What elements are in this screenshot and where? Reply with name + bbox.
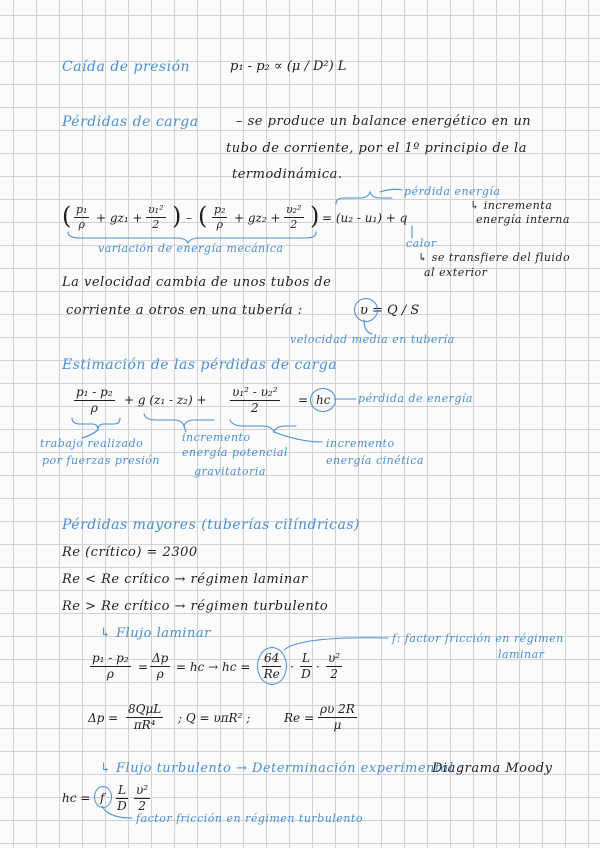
text-balance-l2: tubo de corriente, por el 1º principio de la	[226, 141, 527, 156]
link-friction-turb	[102, 806, 132, 818]
text-re-critico: Re (crítico) = 2300	[62, 545, 198, 560]
heading-perdidas-mayores: Pérdidas mayores (tuberías cilíndricas)	[62, 517, 360, 533]
label-trabajo-l2: por fuerzas presión	[42, 454, 161, 467]
paren-close-1: )	[172, 202, 182, 230]
label-incr-pot-l1: incremento	[182, 431, 251, 444]
label-variacion-energia: variación de energía mecánica	[98, 242, 284, 255]
formula-velocidad: υ = Q / S	[360, 303, 420, 318]
frac-dp: 8QμL πR⁴	[128, 702, 162, 733]
paren-open-2: (	[198, 202, 208, 230]
turb-lhs: hc =	[62, 791, 91, 805]
text-balance-l3: termodinámica.	[232, 167, 343, 182]
heading-caida-presion: Caída de presión	[62, 59, 191, 75]
label-incr-pot-l2: energía potencial	[182, 446, 288, 459]
equals-hc: =	[298, 393, 309, 407]
frac-lam-f: $\frac{64}{Re}$	[263, 651, 280, 682]
lam-dot1: ·	[290, 660, 294, 674]
frac-p2-rho: $\frac{\text{p₂}}{\rho}$	[214, 203, 226, 232]
link-pot	[184, 426, 186, 432]
note-incrementa-l2: energía interna	[476, 213, 570, 226]
brace-pot	[144, 414, 214, 426]
text-velocidad-l1: La velocidad cambia de unos tubos de	[62, 275, 332, 290]
label-diagrama-moody: Diagrama Moody	[432, 761, 553, 776]
text-re-menor: Re < Re crítico → régimen laminar	[62, 572, 308, 587]
frac-p1-rho: $\frac{\text{p₁}}{\rho}$	[76, 203, 88, 232]
turb-f: f	[100, 791, 105, 805]
label-friction-laminar-l2: laminar	[498, 648, 545, 661]
label-incr-cin-l2: energía cinética	[326, 454, 424, 467]
dp-lhs: Δp =	[88, 711, 119, 725]
term-gz1: + gz₁ +	[96, 211, 143, 225]
frac-v1: $\frac{\text{υ₁²}}{2}$	[148, 203, 164, 232]
label-incr-pot-l3: gravitatoria	[194, 465, 266, 478]
label-perdida-energia: pérdida energía	[404, 185, 501, 198]
arrow-perdida	[380, 189, 402, 192]
frac-lam-p: $\frac{\text{p₁ - p₂}}{\rho}$	[92, 651, 129, 682]
term-g-z: + g (z₁ - z₂) +	[124, 393, 207, 407]
heading-perdidas-carga: Pérdidas de carga	[62, 114, 199, 130]
link-velocidad	[364, 320, 372, 334]
rhs-energy: = (u₂ - u₁) + q	[322, 211, 408, 225]
lam-eq2: = hc → hc =	[176, 660, 251, 674]
minus-sign: –	[186, 211, 192, 225]
text-velocidad-l2: corriente a otros en una tubería :	[66, 303, 303, 318]
frac-p-rho: $\frac{\text{p₁ - p₂}}{\rho}$	[76, 385, 113, 416]
frac-re: $\frac{\rho\upsilon 2R}{\mu}$	[320, 702, 355, 733]
note-incrementa-l1: ↳ incrementa	[470, 199, 553, 212]
brace-perdida	[336, 192, 392, 204]
frac-v-diff: $\frac{\text{υ₁² - υ₂²}}{2}$	[232, 385, 278, 416]
text-balance-l1: – se produce un balance energético en un	[236, 114, 532, 129]
label-incr-cin-l1: incremento	[326, 437, 395, 450]
frac-v2: $\frac{\text{υ₂²}}{2}$	[286, 203, 302, 232]
label-velocidad-media: velocidad media en tubería	[290, 333, 455, 346]
frac-turb-l-d: $\frac{L}{D}$	[117, 783, 127, 814]
label-flujo-laminar: ↳ Flujo laminar	[100, 626, 211, 641]
frac-turb-v: $\frac{\text{υ²}}{2}$	[136, 783, 149, 814]
brace-cin	[230, 420, 296, 432]
brace-trabajo	[72, 418, 120, 430]
heading-estimacion: Estimación de las pérdidas de carga	[62, 357, 338, 373]
paren-open-1: (	[62, 202, 72, 230]
term-gz2: + gz₂ +	[234, 211, 281, 225]
re-lhs: Re =	[284, 711, 315, 725]
frac-lam-dp: $\frac{\Delta p}{\rho}$	[152, 651, 169, 682]
label-perdida-energia-2: pérdida de energía	[358, 392, 473, 405]
label-friction-laminar-l1: f: factor fricción en régimen	[392, 632, 564, 645]
frac-lam-l-d: $\frac{L}{D}$	[301, 651, 311, 682]
label-calor: calor	[406, 237, 437, 250]
lam-dot2: ·	[316, 660, 320, 674]
q-equation: ; Q = υπR² ;	[178, 711, 251, 725]
link-cin	[274, 432, 322, 442]
label-flujo-turbulento: ↳ Flujo turbulento → Determinación experimental :	[100, 761, 464, 776]
brace-variacion	[68, 232, 316, 243]
formula-caida-presion: p₁ - p₂ ∝ (μ / D²) L	[230, 59, 347, 74]
symbol-hc: hc	[316, 393, 331, 407]
note-calor-l1: ↳ se transfiere del fluido	[418, 251, 571, 264]
link-friction-lam	[284, 638, 388, 650]
link-trabajo	[82, 430, 98, 438]
lam-eq1: =	[138, 660, 149, 674]
text-re-mayor: Re > Re crítico → régimen turbulento	[62, 599, 329, 614]
label-friction-turbulent: factor fricción en régimen turbulento	[136, 812, 363, 825]
note-calor-l2: al exterior	[424, 266, 488, 279]
frac-lam-v: $\frac{\text{υ²}}{2}$	[328, 651, 341, 682]
paren-close-2: )	[310, 202, 320, 230]
label-trabajo-l1: trabajo realizado	[40, 437, 144, 450]
